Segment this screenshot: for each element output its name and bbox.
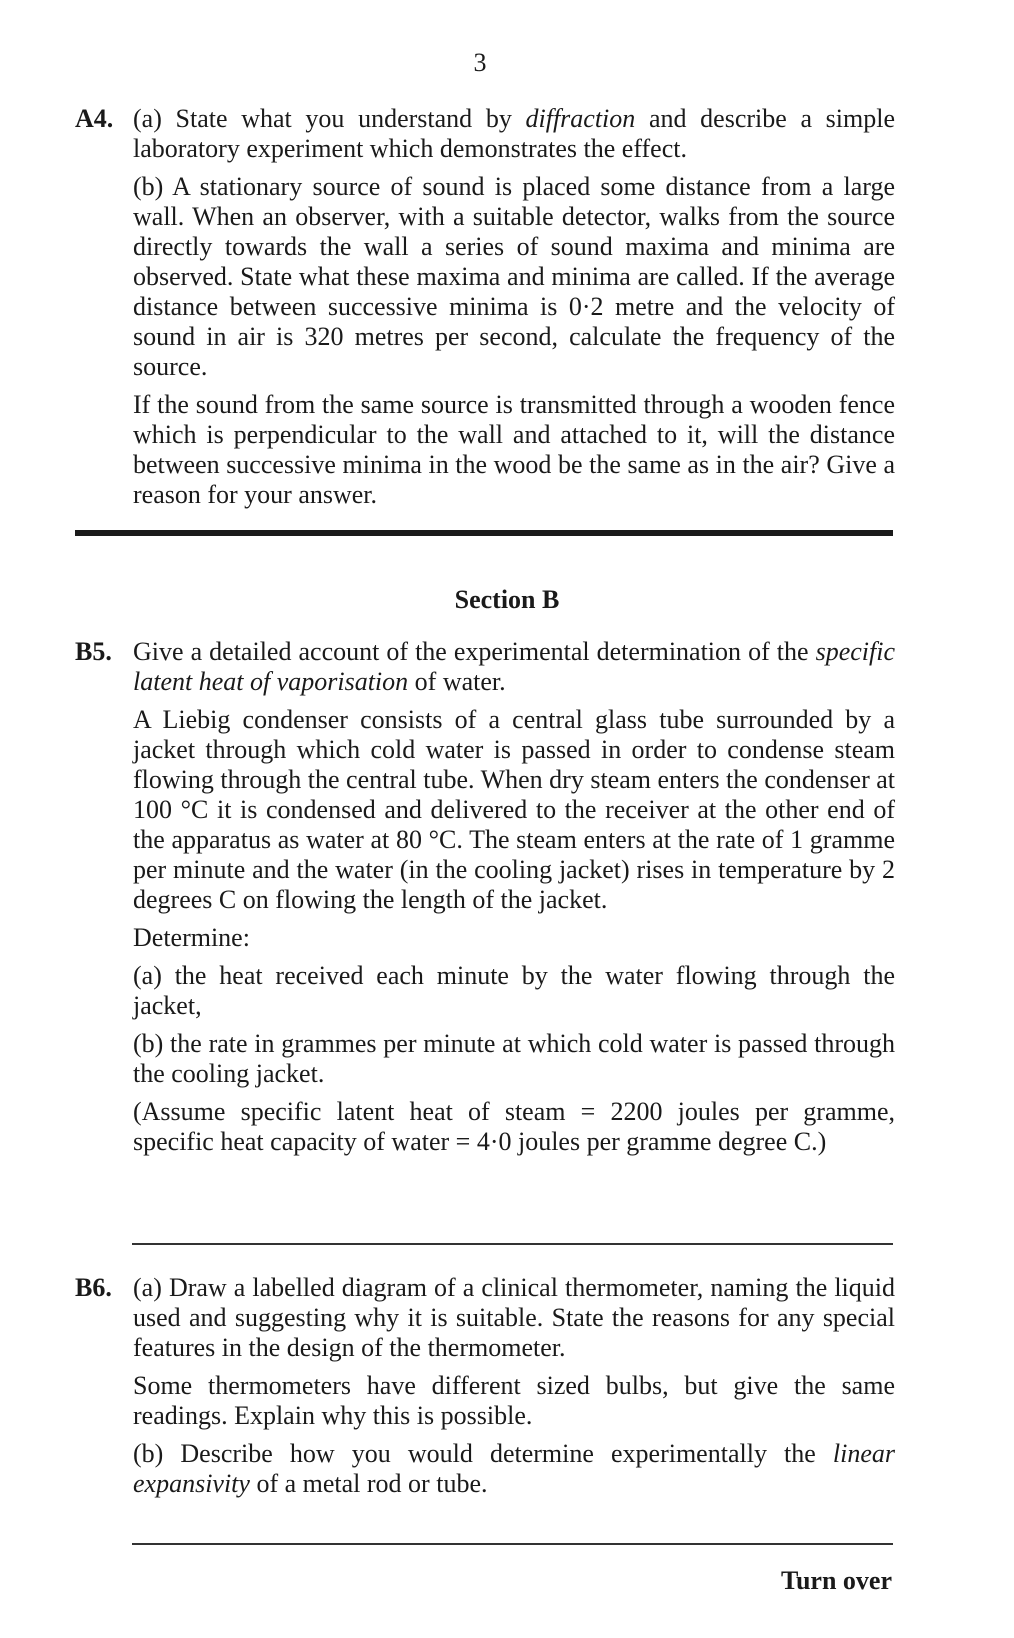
question-body (133, 637, 895, 1157)
question-divider (132, 1243, 893, 1245)
key-term: linear expansivity (133, 1439, 895, 1498)
turn-over-label: Turn over (781, 1566, 892, 1595)
part-b: (b) Describe how you would determine experimentally the linear expansivity of a metal rod or tube. (133, 1439, 895, 1498)
assumptions: (Assume specific latent heat of steam = 2200 joules per gramme, specific heat capacity of water = 4·0 joules per gramme degree C.) (133, 1097, 895, 1156)
page-number: 3 (473, 48, 487, 77)
part-a: (a) State what you understand by diffraction and describe a simple laboratory experiment which demonstrates the effect. (133, 104, 895, 163)
part-b: (b) A stationary source of sound is placed some distance from a large wall. When an observer, with a suitable detector, walks from the source directly towards the wall a series of sound maxima and minima are observed. State what these maxima and minima are called. If the average distance between successive minima is 0·2 metre and the velocity of sound in air is 320 metres per second, calculate the frequency of the source. (133, 172, 895, 381)
question-a4 (75, 104, 895, 510)
question-label: A4. (75, 104, 114, 133)
part-b-followup: If the sound from the same source is transmitted through a wooden fence which is perpendicular to the wall and attached to it, will the distance between successive minima in the wood be the same as in the air? Give a reason for your answer. (133, 390, 895, 509)
part-a: (a) Draw a labelled diagram of a clinical thermometer, naming the liquid used and suggesting why it is suitable. State the reasons for any special features in the design of the thermometer. (133, 1273, 895, 1362)
key-term: diffraction (525, 104, 636, 133)
part-a-followup: Some thermometers have different sized bulbs, but give the same readings. Explain why this is possible. (133, 1371, 895, 1430)
footer-divider (132, 1543, 893, 1545)
question-b5 (75, 637, 895, 1157)
part-b: (b) the rate in grammes per minute at which cold water is passed through the cooling jacket. (133, 1029, 895, 1088)
question-label: B6. (75, 1273, 112, 1302)
section-title: Section B (454, 585, 560, 614)
condenser-description: A Liebig condenser consists of a central glass tube surrounded by a jacket through which cold water is passed in order to condense steam flowing through the central tube. When dry steam enters the condenser at 100 °C it is condensed and delivered to the receiver at the other end of the apparatus as water at 80 °C. The steam enters at the rate of 1 gramme per minute and the water (in the cooling jacket) rises in temperature by 2 degrees C on flowing the length of the jacket. (133, 705, 895, 914)
part-a: (a) the heat received each minute by the water flowing through the jacket, (133, 961, 895, 1020)
question-label: B5. (75, 637, 112, 666)
question-b6 (75, 1273, 895, 1499)
question-body (133, 104, 895, 510)
intro: Give a detailed account of the experimental determination of the specific latent heat of vaporisation of water. (133, 637, 895, 696)
determine-label: Determine: (133, 923, 250, 952)
key-term: specific latent heat of vaporisation (133, 637, 895, 696)
question-body (133, 1273, 895, 1499)
section-divider (75, 530, 893, 536)
